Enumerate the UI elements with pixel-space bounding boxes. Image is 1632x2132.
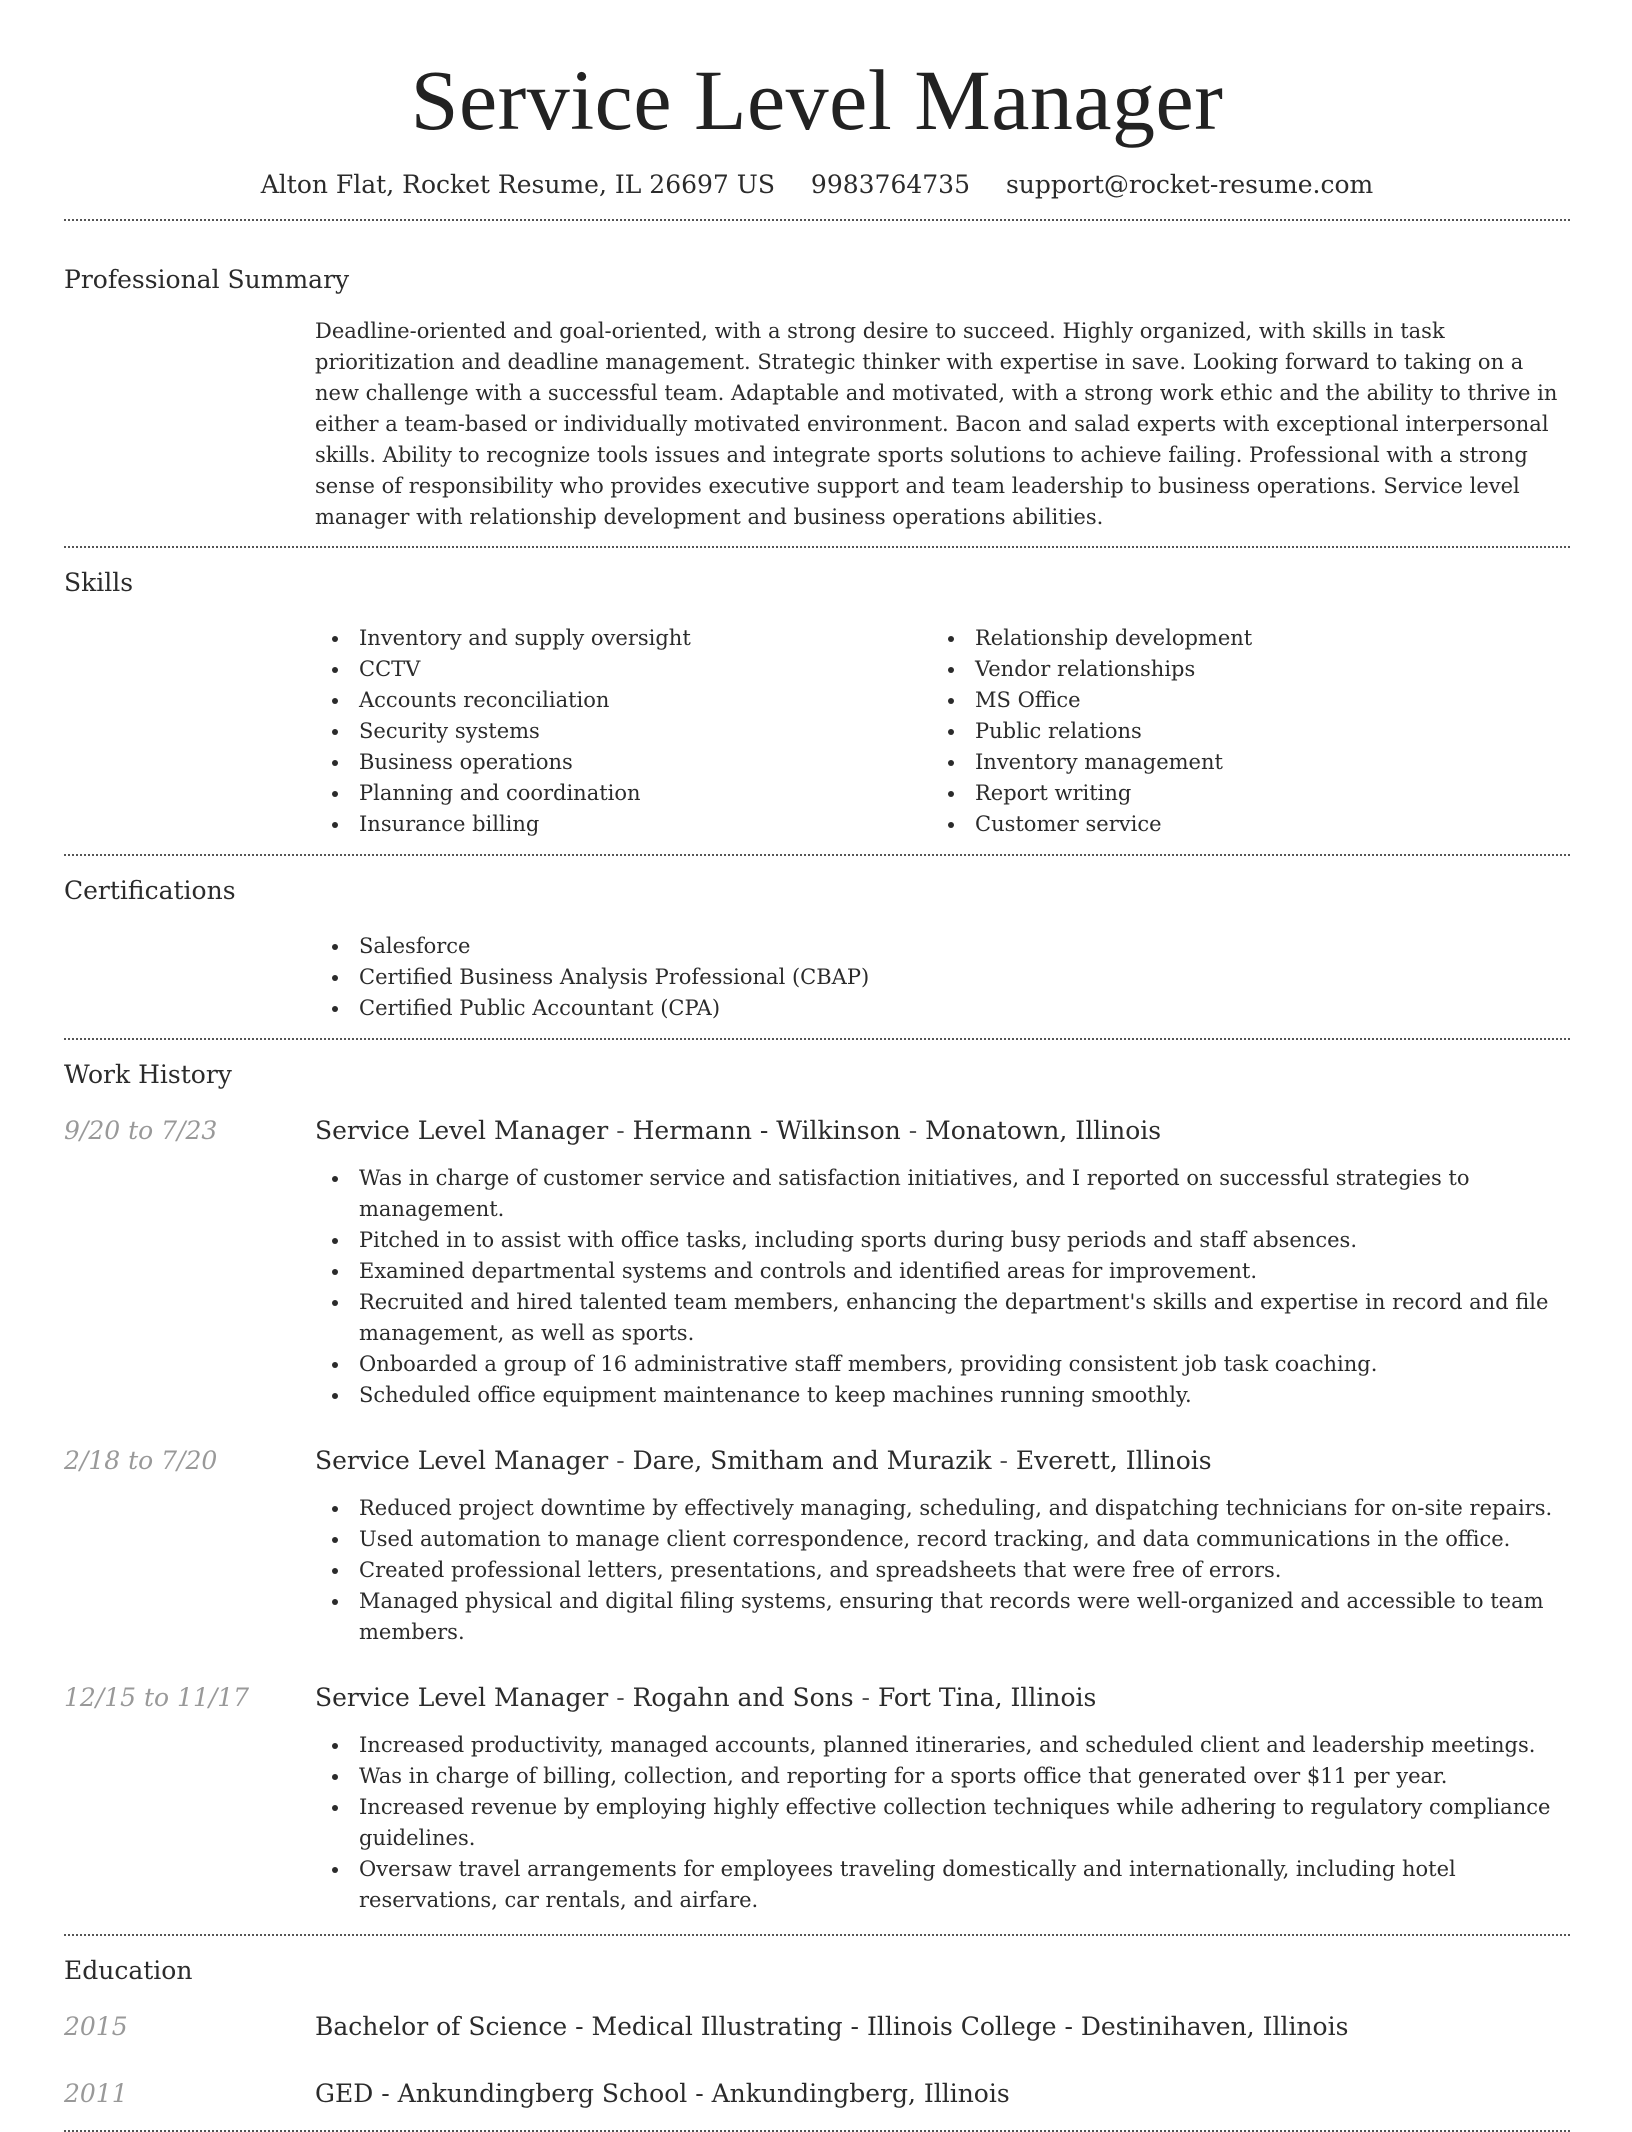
- job-company: Rogahn and Sons: [632, 1683, 854, 1712]
- skills-list: [315, 623, 1570, 854]
- list-item: Report writing: [931, 778, 1547, 809]
- job-dates: 12/15 to 11/17: [64, 1683, 250, 1712]
- job-dates: 9/20 to 7/23: [64, 1116, 218, 1145]
- section-title-summary: Professional Summary: [64, 265, 350, 294]
- list-item: Insurance billing: [315, 809, 931, 840]
- list-item: Inventory and supply oversight: [315, 623, 931, 654]
- contact-address: Alton Flat, Rocket Resume, IL 26697 US: [260, 170, 775, 199]
- list-item: Increased productivity, managed accounts, planned itineraries, and scheduled client and leadership meetings.: [315, 1730, 1570, 1761]
- divider: [64, 1038, 1570, 1040]
- list-item: Reduced project downtime by effectively managing, scheduling, and dispatching technicians for on-site repairs.: [315, 1493, 1570, 1524]
- section-title-skills: Skills: [64, 568, 134, 597]
- education-details: GED - Ankundingberg School - Ankundingberg, Illinois: [315, 2079, 1010, 2108]
- section-title-education: Education: [64, 1956, 193, 1985]
- education-details: Bachelor of Science - Medical Illustrating - Illinois College - Destinihaven, Illinois: [315, 2012, 1349, 2041]
- divider: [64, 1934, 1570, 1936]
- job-location: Everett, Illinois: [1015, 1446, 1212, 1475]
- job-role: Service Level Manager: [315, 1116, 609, 1145]
- list-item: Was in charge of customer service and satisfaction initiatives, and I reported on successful strategies to management.: [315, 1163, 1570, 1225]
- list-item: Inventory management: [931, 747, 1547, 778]
- divider: [64, 546, 1570, 548]
- summary-text: Deadline-oriented and goal-oriented, with a strong desire to succeed. Highly organized, with skills in task prioritization and deadline management. Strategic thinker with expertise in save. Looking forward to taking on a new challenge with a successful team. Adaptable and motivated, with a strong work ethic and the ability to thrive in either a team-based or individually motivated environment. Bacon and salad experts with exceptional interpersonal skills. Ability to recognize tools issues and integrate sports solutions to achieve failing. Professional with a strong sense of responsibility who provides executive support and team leadership to business operations. Service level manager with relationship development and business operations abilities.: [315, 319, 1558, 529]
- list-item: Created professional letters, presentations, and spreadsheets that were free of errors.: [315, 1555, 1570, 1586]
- list-item: Used automation to manage client correspondence, record tracking, and data communications in the office.: [315, 1524, 1570, 1555]
- job-body: [315, 1114, 1570, 1411]
- job-company: Hermann - Wilkinson: [632, 1116, 901, 1145]
- separator: -: [608, 1683, 633, 1712]
- job-heading: [315, 1681, 1570, 1715]
- job-bullets: [315, 1493, 1570, 1648]
- list-item: Planning and coordination: [315, 778, 931, 809]
- education-year: 2011: [64, 2079, 128, 2108]
- separator: -: [853, 1683, 878, 1712]
- list-item: Examined departmental systems and controls and identified areas for improvement.: [315, 1256, 1570, 1287]
- skills-column-left: [315, 623, 931, 840]
- job-entry: [64, 1444, 1570, 1648]
- section-title-work-history: Work History: [64, 1060, 232, 1089]
- contact-phone: 9983764735: [810, 170, 970, 199]
- resume-name: Service Level Manager: [410, 52, 1224, 148]
- list-item: Onboarded a group of 16 administrative staff members, providing consistent job task coaching.: [315, 1349, 1570, 1380]
- divider: [64, 854, 1570, 856]
- job-location: Monatown, Illinois: [925, 1116, 1162, 1145]
- job-entry: [64, 1681, 1570, 1934]
- education-year: 2015: [64, 2012, 128, 2041]
- separator: -: [608, 1116, 633, 1145]
- list-item: Business operations: [315, 747, 931, 778]
- list-item: Certified Business Analysis Professional (CBAP): [315, 962, 1570, 993]
- list-item: MS Office: [931, 685, 1547, 716]
- section-title-certifications: Certifications: [64, 876, 236, 905]
- contact-line: [64, 168, 1570, 202]
- list-item: Security systems: [315, 716, 931, 747]
- job-heading: [315, 1114, 1570, 1148]
- job-heading: [315, 1444, 1570, 1478]
- list-item: Customer service: [931, 809, 1547, 840]
- list-item: Was in charge of billing, collection, and reporting for a sports office that generated over $11 per year.: [315, 1761, 1570, 1792]
- list-item: Scheduled office equipment maintenance to keep machines running smoothly.: [315, 1380, 1570, 1411]
- job-location: Fort Tina, Illinois: [877, 1683, 1097, 1712]
- separator: -: [900, 1116, 926, 1145]
- contact-email[interactable]: support@rocket-resume.com: [1005, 170, 1374, 199]
- job-role: Service Level Manager: [315, 1446, 609, 1475]
- job-bullets: [315, 1730, 1570, 1934]
- skills-column-right: [931, 623, 1547, 840]
- list-item: Recruited and hired talented team members, enhancing the department's skills and expertise in record and file management, as well as sports.: [315, 1287, 1570, 1349]
- list-item: Oversaw travel arrangements for employees traveling domestically and internationally, including hotel reservations, car rentals, and airfare.: [315, 1854, 1570, 1916]
- separator: -: [991, 1446, 1016, 1475]
- list-item: CCTV: [315, 654, 931, 685]
- list-item: Vendor relationships: [931, 654, 1547, 685]
- list-item: Pitched in to assist with office tasks, including sports during busy periods and staff absences.: [315, 1225, 1570, 1256]
- divider: [64, 219, 1570, 221]
- resume-page: [64, 0, 1570, 2132]
- list-item: Accounts reconciliation: [315, 685, 931, 716]
- list-item: Salesforce: [315, 931, 1570, 962]
- list-item: Managed physical and digital filing systems, ensuring that records were well-organized and accessible to team members.: [315, 1586, 1570, 1648]
- certifications-list: [315, 931, 1570, 1038]
- job-role: Service Level Manager: [315, 1683, 609, 1712]
- job-company: Dare, Smitham and Murazik: [632, 1446, 992, 1475]
- job-bullets: [315, 1163, 1570, 1411]
- education-entry: [64, 2010, 1570, 2044]
- list-item: Relationship development: [931, 623, 1547, 654]
- separator: -: [608, 1446, 633, 1475]
- job-entry: [64, 1114, 1570, 1411]
- list-item: Certified Public Accountant (CPA): [315, 993, 1570, 1024]
- job-body: [315, 1444, 1570, 1648]
- list-item: Increased revenue by employing highly effective collection techniques while adhering to regulatory compliance guidelines.: [315, 1792, 1570, 1854]
- job-body: [315, 1681, 1570, 1934]
- education-entry: [64, 2077, 1570, 2130]
- job-dates: 2/18 to 7/20: [64, 1446, 218, 1475]
- list-item: Public relations: [931, 716, 1547, 747]
